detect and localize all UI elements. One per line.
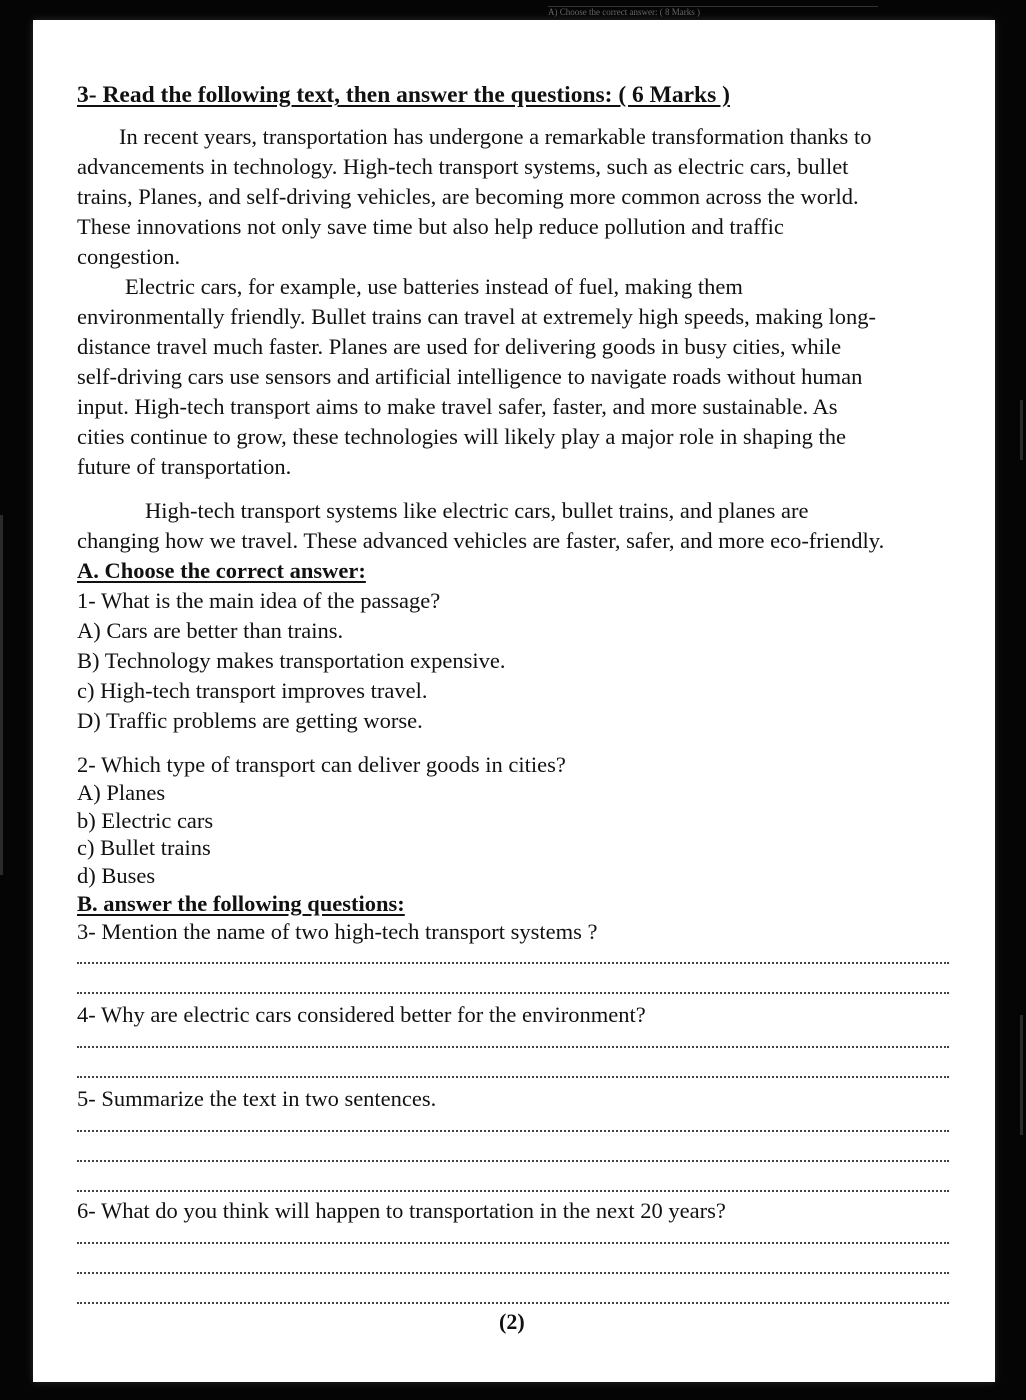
page-number: (2): [499, 1309, 525, 1334]
passage-line: environmentally friendly. Bullet trains can travel at extremely high speeds, making long-: [77, 304, 876, 329]
question-5: 5- Summarize the text in two sentences.: [77, 1086, 437, 1111]
answer-line[interactable]: [77, 1242, 949, 1244]
passage-line: advancements in technology. High-tech transport systems, such as electric cars, bullet: [77, 154, 849, 179]
part-a-heading: A. Choose the correct answer:: [77, 558, 366, 583]
answer-line[interactable]: [77, 1272, 949, 1274]
answer-line[interactable]: [77, 1160, 949, 1162]
answer-line[interactable]: [77, 1190, 949, 1192]
section-heading: 3- Read the following text, then answer the questions: ( 6 Marks ): [77, 82, 730, 108]
right-edge-line-2: [1020, 1015, 1023, 1135]
exam-page: [33, 20, 995, 1382]
passage-line: trains, Planes, and self-driving vehicles, are becoming more common across the world.: [77, 184, 859, 209]
q1-option-b[interactable]: B) Technology makes transportation expensive.: [77, 648, 506, 673]
passage-line: future of transportation.: [77, 454, 292, 479]
q2-option-d[interactable]: d) Buses: [77, 863, 156, 888]
question-2: 2- Which type of transport can deliver goods in cities?: [77, 752, 566, 777]
q1-option-c[interactable]: c) High-tech transport improves travel.: [77, 678, 428, 703]
passage-line: High-tech transport systems like electric cars, bullet trains, and planes are: [145, 498, 809, 523]
q1-option-a[interactable]: A) Cars are better than trains.: [77, 618, 344, 643]
q2-option-a[interactable]: A) Planes: [77, 780, 166, 805]
question-6: 6- What do you think will happen to transportation in the next 20 years?: [77, 1198, 726, 1223]
q1-option-d[interactable]: D) Traffic problems are getting worse.: [77, 708, 423, 733]
q2-option-b[interactable]: b) Electric cars: [77, 808, 214, 833]
passage-line: Electric cars, for example, use batteries instead of fuel, making them: [125, 274, 743, 299]
passage-line: In recent years, transportation has undergone a remarkable transformation thanks to: [119, 124, 872, 149]
passage-line: self-driving cars use sensors and artificial intelligence to navigate roads without human: [77, 364, 863, 389]
answer-line[interactable]: [77, 992, 949, 994]
passage-line: congestion.: [77, 244, 181, 269]
part-b-heading: B. answer the following questions:: [77, 891, 405, 916]
answer-line[interactable]: [77, 962, 949, 964]
previous-page-text: A) Choose the correct answer: ( 8 Marks ): [548, 7, 700, 17]
right-edge-line-1: [1020, 400, 1023, 460]
left-edge-line: [0, 515, 3, 875]
passage-line: input. High-tech transport aims to make travel safer, faster, and more sustainable. As: [77, 394, 838, 419]
previous-page-strip: [548, 6, 878, 21]
question-3: 3- Mention the name of two high-tech transport systems ?: [77, 919, 598, 944]
answer-line[interactable]: [77, 1076, 949, 1078]
question-1: 1- What is the main idea of the passage?: [77, 588, 441, 613]
answer-line[interactable]: [77, 1130, 949, 1132]
passage-line: cities continue to grow, these technologies will likely play a major role in shaping the: [77, 424, 846, 449]
answer-line[interactable]: [77, 1046, 949, 1048]
question-4: 4- Why are electric cars considered better for the environment?: [77, 1002, 646, 1027]
q2-option-c[interactable]: c) Bullet trains: [77, 835, 211, 860]
answer-line[interactable]: [77, 1302, 949, 1304]
passage-line: These innovations not only save time but also help reduce pollution and traffic: [77, 214, 784, 239]
passage-line: changing how we travel. These advanced vehicles are faster, safer, and more eco-friendly.: [77, 528, 885, 553]
passage-line: distance travel much faster. Planes are used for delivering goods in busy cities, while: [77, 334, 842, 359]
